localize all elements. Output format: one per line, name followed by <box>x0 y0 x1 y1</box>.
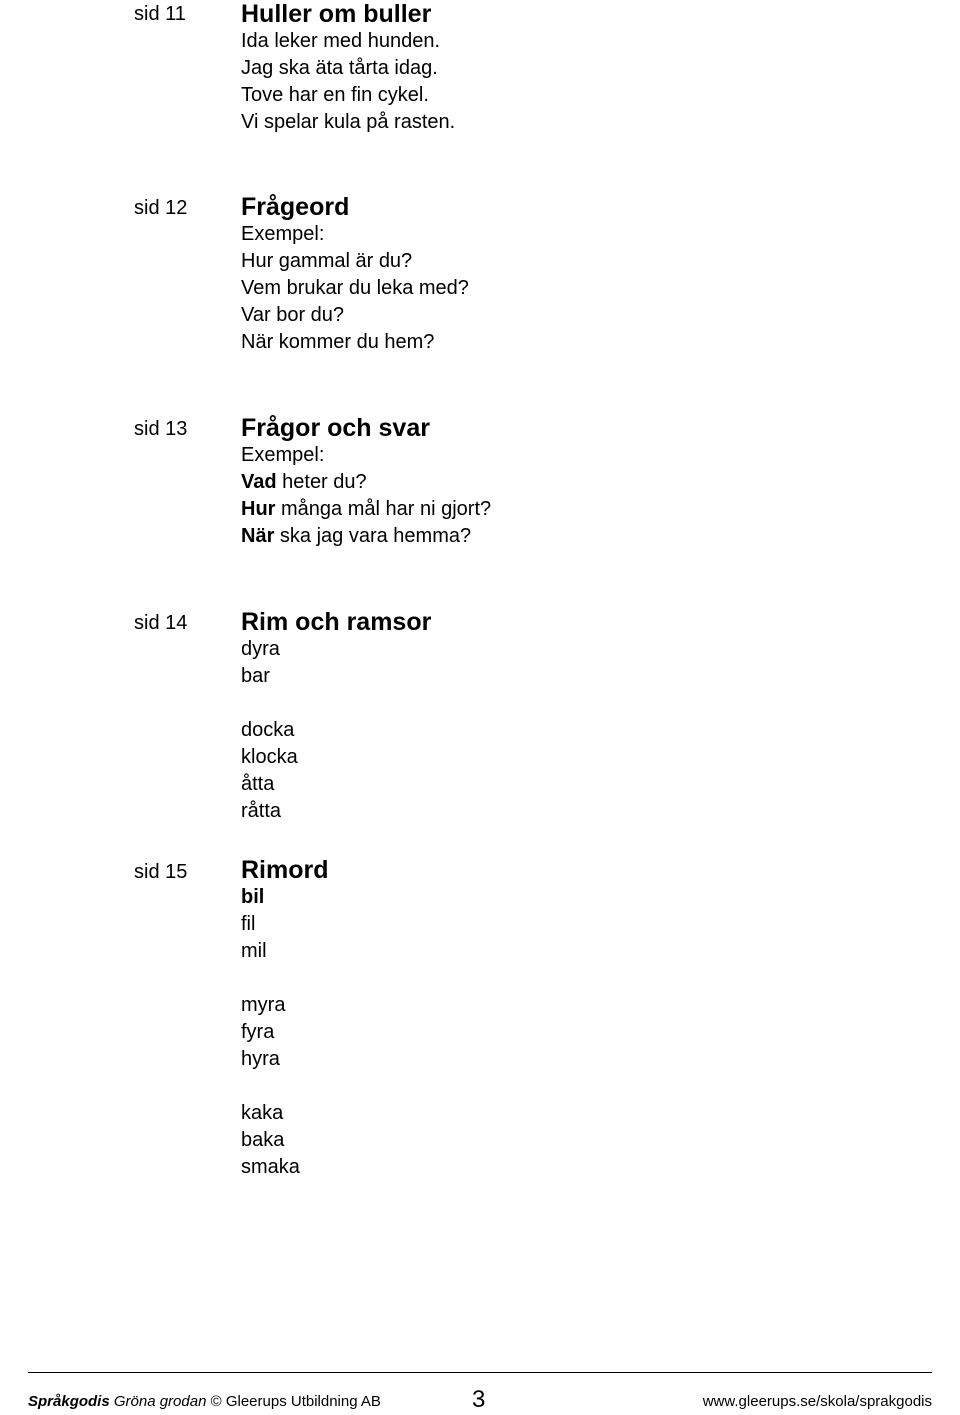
section-label-sid-14: sid 14 <box>134 612 188 634</box>
text-line: Jag ska äta tårta idag. <box>241 57 438 79</box>
question-word: Vad <box>241 471 277 493</box>
question-rest: många mål har ni gjort? <box>275 498 492 520</box>
word-line <box>241 884 921 911</box>
section-title: Rimord <box>241 856 329 884</box>
word-line: baka <box>241 1129 285 1151</box>
section-title: Huller om buller <box>241 0 432 28</box>
section-label-sid-15: sid 15 <box>134 861 188 883</box>
section-label-sid-12: sid 12 <box>134 197 188 219</box>
word-line: docka <box>241 719 295 741</box>
text-line: Hur gammal är du? <box>241 250 413 272</box>
word-line: åtta <box>241 773 275 795</box>
section-label-sid-13: sid 13 <box>134 418 188 440</box>
text-line <box>241 523 921 550</box>
section-sid-14 <box>241 608 921 825</box>
section-title: Frågeord <box>241 193 350 221</box>
text-line <box>241 496 921 523</box>
text-line <box>241 469 921 496</box>
word-line: hyra <box>241 1048 280 1070</box>
text-line: Ida leker med hunden. <box>241 30 441 52</box>
text-line: När kommer du hem? <box>241 331 435 353</box>
section-sid-15 <box>241 856 921 1181</box>
text-line: Exempel: <box>241 444 325 466</box>
footer-divider <box>28 1372 932 1373</box>
word-line: dyra <box>241 638 280 660</box>
question-word: När <box>241 525 275 547</box>
text-line: Vem brukar du leka med? <box>241 277 469 299</box>
question-word: Hur <box>241 498 276 520</box>
word-line: smaka <box>241 1156 300 1178</box>
spacer <box>241 1073 921 1100</box>
word-line: råtta <box>241 800 282 822</box>
section-sid-13 <box>241 414 921 550</box>
text-line: Vi spelar kula på rasten. <box>241 111 456 133</box>
section-label-sid-11: sid 11 <box>134 3 186 25</box>
page-number: 3 <box>472 1386 486 1413</box>
section-sid-12 <box>241 193 921 356</box>
footer-copyright: © Gleerups Utbildning AB <box>210 1393 381 1410</box>
text-line: Tove har en fin cykel. <box>241 84 429 106</box>
word-line: fil <box>241 913 256 935</box>
word-line: mil <box>241 940 267 962</box>
word-line: bar <box>241 665 270 687</box>
section-title: Frågor och svar <box>241 414 430 442</box>
footer-credits <box>28 1392 381 1412</box>
question-rest: heter du? <box>276 471 367 493</box>
text-line: Var bor du? <box>241 304 345 326</box>
word-line: myra <box>241 994 286 1016</box>
spacer <box>241 690 921 717</box>
section-sid-11 <box>241 0 921 136</box>
word-line: klocka <box>241 746 298 768</box>
footer-url[interactable]: www.gleerups.se/skola/sprakgodis <box>702 1393 932 1410</box>
word-line: kaka <box>241 1102 284 1124</box>
spacer <box>241 965 921 992</box>
question-rest: ska jag vara hemma? <box>274 525 472 547</box>
section-title: Rim och ramsor <box>241 608 432 636</box>
footer-brand: Språkgodis <box>28 1393 110 1410</box>
footer-subtitle: Gröna grodan <box>113 1393 207 1410</box>
text-line: Exempel: <box>241 223 325 245</box>
word-line: fyra <box>241 1021 275 1043</box>
rhyme-base-word: bil <box>241 886 265 908</box>
